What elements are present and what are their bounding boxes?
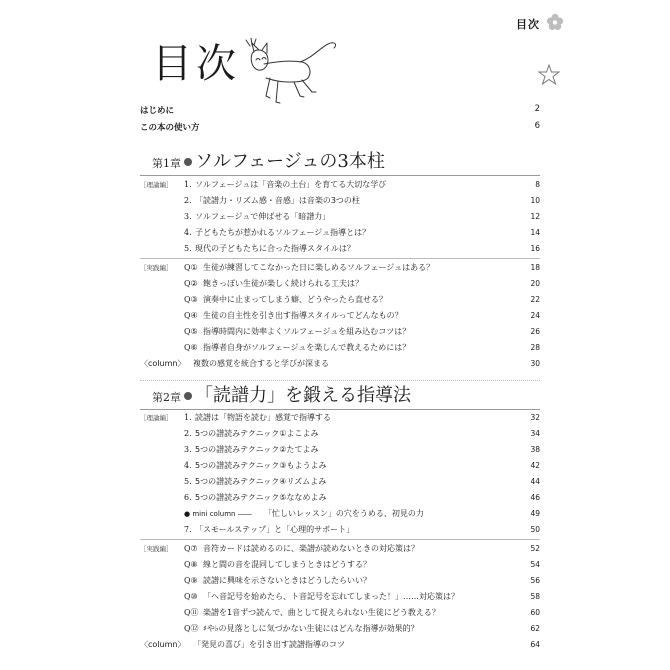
page-title: 目次 xyxy=(152,41,240,87)
toc-page: 14 xyxy=(530,228,540,237)
running-header: 目次 xyxy=(516,18,540,31)
toc-page: 54 xyxy=(530,560,540,569)
chapter-suffix: 章 xyxy=(170,391,181,404)
toc-label: 1. xyxy=(184,180,192,189)
toc-label: Q④ xyxy=(184,311,198,320)
toc-label: Q⑨ xyxy=(184,576,198,585)
toc-label: Q⑦ xyxy=(184,544,198,553)
toc-label: Q⑥ xyxy=(184,343,198,352)
toc-row[interactable] xyxy=(140,541,540,557)
toc-label: 2. xyxy=(184,429,192,438)
toc-label: Q⑤ xyxy=(184,327,198,336)
toc-page: 16 xyxy=(530,244,540,253)
toc-title: ♯や♭の見落としに気づかない生徒にはどんな指導が効果的？ xyxy=(203,624,419,633)
toc-label: 5. xyxy=(184,477,192,486)
toc-title: 生徒が練習してこなかった日に楽しめるソルフェージュはある？ xyxy=(203,263,435,272)
section-badge-theory: ［理論編］ xyxy=(140,414,173,422)
chapter-number: 2 xyxy=(163,391,170,404)
toc-title: 「発見の喜び」を引き出す読譜指導のコツ xyxy=(193,640,345,649)
chapter-2-heading[interactable] xyxy=(152,387,411,405)
section-badge-practice: ［実践編］ xyxy=(140,264,173,272)
toc-page: 46 xyxy=(530,493,540,502)
toc-row-column[interactable] xyxy=(140,356,540,372)
chapter-suffix: 章 xyxy=(170,157,181,170)
toc-page: 64 xyxy=(530,640,540,649)
toc-page: 22 xyxy=(530,295,540,304)
toc-title: 5つの譜読みテクニック④リズムよみ xyxy=(195,477,327,486)
toc-title: 現代の子どもたちに合った指導スタイルは？ xyxy=(195,244,355,253)
bullet-dot-icon xyxy=(184,392,192,400)
toc-row[interactable] xyxy=(140,292,540,308)
chapter-prefix: 第 xyxy=(152,391,163,404)
toc-title: 子どもたちが惹かれるソルフェージュ指導とは？ xyxy=(195,228,371,237)
toc-label: 2. xyxy=(184,196,192,205)
toc-row[interactable] xyxy=(140,621,540,637)
toc-title: 読譜に興味を示さないときはどうしたらいい？ xyxy=(203,576,371,585)
toc-title: 「ヘ音記号を始めたら、ト音記号を忘れてしまった！」……対応策は？ xyxy=(203,592,459,601)
toc-title: 生徒の自主性を引き出す指導スタイルってどんなもの？ xyxy=(203,311,403,320)
toc-page: 50 xyxy=(530,525,540,534)
toc-page: 30 xyxy=(530,359,540,368)
toc-label: Q⑩ xyxy=(184,592,198,601)
chapter-title: ソルフェージュの3本柱 xyxy=(195,151,385,172)
toc-row[interactable] xyxy=(140,605,540,621)
toc-title: 5つの譜読みテクニック⑤ななめよみ xyxy=(195,493,327,502)
toc-title: 「忙しいレッスン」の穴をうめる、初見の力 xyxy=(264,509,424,518)
toc-page: 26 xyxy=(530,327,540,336)
section-rule xyxy=(140,258,540,259)
toc-page: 42 xyxy=(530,461,540,470)
toc-row[interactable] xyxy=(140,276,540,292)
toc-title: 5つの譜読みテクニック③もようよみ xyxy=(195,461,327,470)
toc-row[interactable] xyxy=(140,522,540,538)
toc-page: 58 xyxy=(530,592,540,601)
toc-title: 「スモールステップ」と「心理的サポート」 xyxy=(195,525,355,534)
toc-row[interactable] xyxy=(140,474,540,490)
toc-page: 18 xyxy=(530,263,540,272)
toc-page: 6 xyxy=(534,121,540,131)
star-icon xyxy=(538,64,560,86)
toc-page: 32 xyxy=(530,413,540,422)
toc-label: 5. xyxy=(184,244,192,253)
toc-title: この本の使い方 xyxy=(140,123,200,133)
toc-page: 28 xyxy=(530,343,540,352)
toc-page: 52 xyxy=(530,544,540,553)
toc-label: 3. xyxy=(184,445,192,454)
cat-icon xyxy=(230,38,342,106)
toc-row[interactable] xyxy=(140,177,540,193)
toc-page: 2 xyxy=(534,104,540,114)
toc-page: 24 xyxy=(530,311,540,320)
toc-title: 音符カードは読めるのに、楽譜が読めないときの対応策は？ xyxy=(203,544,419,553)
toc-title: 5つの譜読みテクニック①よこよみ xyxy=(195,429,319,438)
toc-label: 4. xyxy=(184,228,192,237)
toc-row[interactable] xyxy=(140,589,540,605)
toc-row[interactable] xyxy=(140,573,540,589)
toc-row-column[interactable] xyxy=(140,637,540,653)
toc-row[interactable] xyxy=(140,225,540,241)
toc-label: 1. xyxy=(184,413,192,422)
flower-icon xyxy=(546,13,564,31)
toc-row[interactable] xyxy=(140,308,540,324)
toc-row[interactable] xyxy=(140,458,540,474)
toc-title: 飽きっぽい生徒が楽しく続けられる工夫は？ xyxy=(203,279,363,288)
toc-label: Q⑫ xyxy=(184,624,199,633)
toc-row[interactable] xyxy=(140,241,540,257)
toc-page: 20 xyxy=(530,279,540,288)
toc-row[interactable] xyxy=(140,557,540,573)
toc-row[interactable] xyxy=(140,324,540,340)
chapter-prefix: 第 xyxy=(152,157,163,170)
chapter-title: 「読譜力」を鍛える指導法 xyxy=(195,385,411,406)
toc-page: 12 xyxy=(530,212,540,221)
toc-row-how-to-use[interactable] xyxy=(140,121,540,137)
toc-row[interactable] xyxy=(140,209,540,225)
toc-title: 読譜は「物語を読む」感覚で指導する xyxy=(195,413,331,422)
column-label: 〈column〉 xyxy=(140,359,186,368)
toc-page: 44 xyxy=(530,477,540,486)
toc-title: 楽譜を1音ずつ読んで、曲として捉えられない生徒にどう教える？ xyxy=(203,608,440,617)
toc-title: 複数の感覚を統合すると学びが深まる xyxy=(193,359,329,368)
toc-label: Q③ xyxy=(184,295,198,304)
toc-label: Q⑧ xyxy=(184,560,198,569)
toc-title: ソルフェージュは「音楽の土台」を育てる大切な学び xyxy=(195,180,387,189)
section-badge-theory: ［理論編］ xyxy=(140,181,173,189)
toc-label: Q⑪ xyxy=(184,608,199,617)
section-badge-practice: ［実践編］ xyxy=(140,545,173,553)
toc-row[interactable] xyxy=(140,442,540,458)
toc-title: 指導時間内に効率よくソルフェージュを組み込むコツは？ xyxy=(203,327,411,336)
section-rule xyxy=(140,539,540,540)
toc-row[interactable] xyxy=(140,490,540,506)
chapter-1-heading[interactable] xyxy=(152,153,385,171)
toc-page: 10 xyxy=(530,196,540,205)
toc-title: 「読譜力・リズム感・音感」は音楽の3つの柱 xyxy=(195,196,360,205)
toc-page: 60 xyxy=(530,608,540,617)
chapter-rule xyxy=(140,175,540,176)
chapter-number: 1 xyxy=(163,157,170,170)
toc-page: 49 xyxy=(530,509,540,518)
toc-title: 5つの譜読みテクニック②たてよみ xyxy=(195,445,319,454)
toc-label: Q② xyxy=(184,279,198,288)
bullet-dot-icon xyxy=(184,158,192,166)
toc-row[interactable] xyxy=(140,410,540,426)
toc-label: 6. xyxy=(184,493,192,502)
mini-column-label: ● mini column ―― xyxy=(184,510,252,518)
toc-row-preface[interactable] xyxy=(140,104,540,120)
toc-page: 56 xyxy=(530,576,540,585)
toc-label: 3. xyxy=(184,212,192,221)
toc-title: ソルフェージュで伸ばせる「暗譜力」 xyxy=(195,212,331,221)
toc-page: 62 xyxy=(530,624,540,633)
chapter-divider xyxy=(140,380,540,381)
toc-page: 34 xyxy=(530,429,540,438)
toc-title: はじめに xyxy=(140,106,175,116)
toc-title: 指導者自身がソルフェージュを楽しんで教えるためには？ xyxy=(203,343,411,352)
toc-page: 38 xyxy=(530,445,540,454)
toc-label: Q① xyxy=(184,263,198,272)
toc-title: 演奏中に止まってしまう癖、どうやったら直せる？ xyxy=(203,295,387,304)
column-label: 〈column〉 xyxy=(140,640,186,649)
toc-label: 4. xyxy=(184,461,192,470)
toc-row[interactable] xyxy=(140,193,540,209)
toc-row[interactable] xyxy=(140,426,540,442)
toc-row[interactable] xyxy=(140,260,540,276)
toc-title: 線と間の音を混同してしまうときはどうする？ xyxy=(203,560,371,569)
toc-row[interactable] xyxy=(140,340,540,356)
toc-label: 7. xyxy=(184,525,192,534)
toc-row-mini-column[interactable] xyxy=(140,506,540,522)
toc-page: 8 xyxy=(535,180,540,189)
